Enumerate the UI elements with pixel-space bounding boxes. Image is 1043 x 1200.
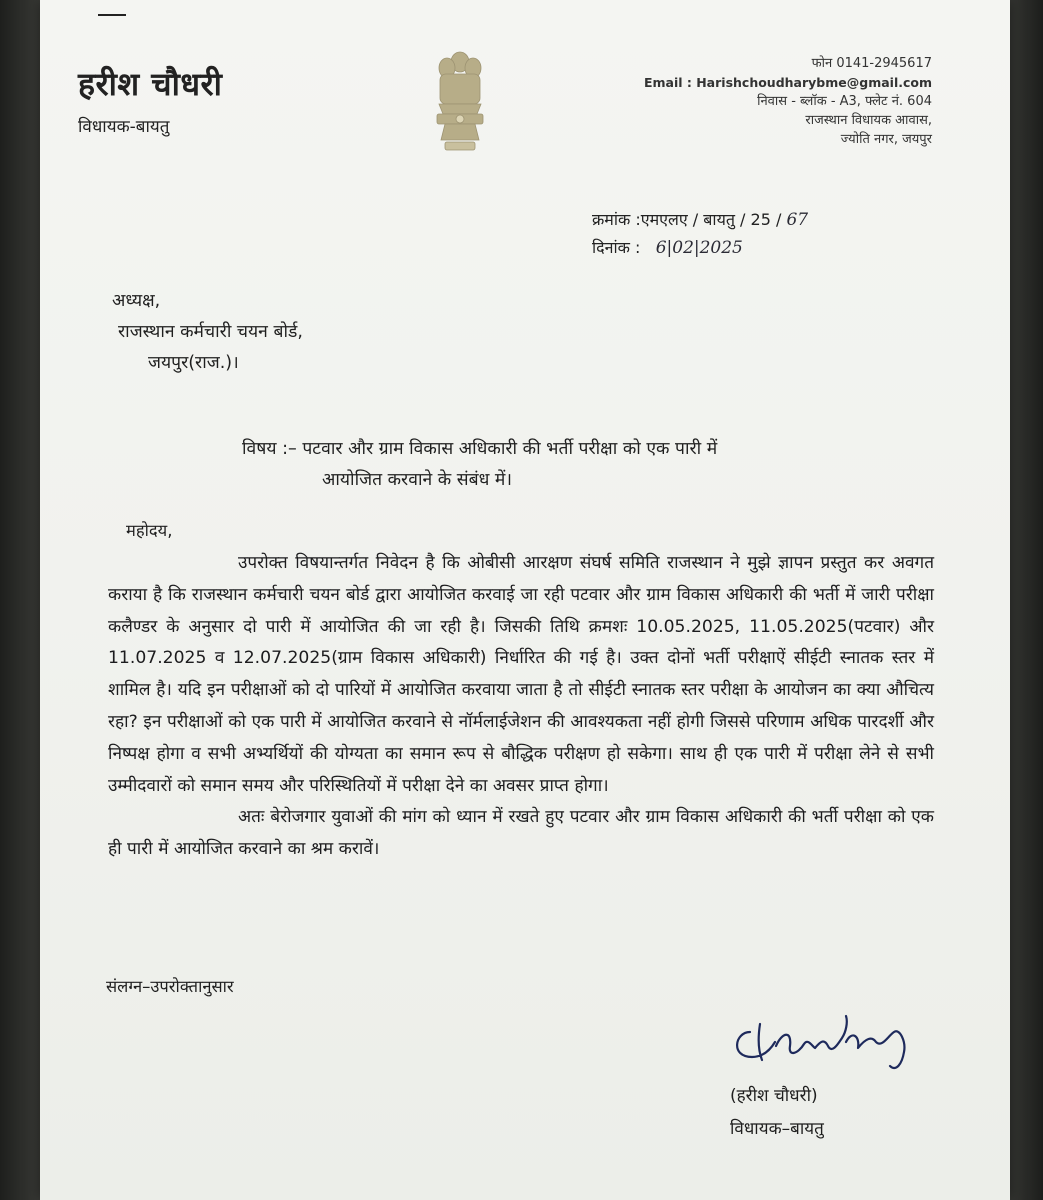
top-rule bbox=[98, 14, 126, 16]
handwritten-signature bbox=[720, 1002, 950, 1072]
body-paragraph-2: अतः बेरोजगार युवाओं की मांग को ध्यान में रखते हुए पटवार और ग्राम विकास अधिकारी की भर्ती परीक्षा को एक ही पारी में आयोजित करवाने का श्रम करावें। bbox=[108, 807, 934, 860]
reference-date bbox=[592, 234, 808, 262]
reference-date-value: 6|02|2025 bbox=[655, 238, 743, 258]
reference-date-label: दिनांक : bbox=[592, 238, 641, 257]
reference-number bbox=[592, 206, 808, 234]
letterhead-designation: विधायक-बायतु bbox=[78, 117, 170, 137]
recipient-line-1: अध्यक्ष, bbox=[112, 291, 161, 311]
signer-name: (हरीश चौधरी) bbox=[730, 1086, 818, 1106]
signer-block bbox=[730, 1080, 824, 1146]
recipient-line-3: जयपुर(राज.)। bbox=[148, 353, 239, 373]
national-emblem-icon bbox=[425, 48, 495, 160]
signer-designation: विधायक–बायतु bbox=[730, 1119, 824, 1139]
subject-block bbox=[242, 434, 907, 496]
phone-number: फोन 0141-2945617 bbox=[811, 56, 932, 71]
subject-line-2: आयोजित करवाने के संबंध में। bbox=[322, 470, 513, 490]
reference-number-value: 67 bbox=[786, 210, 809, 230]
contact-block bbox=[644, 54, 932, 149]
salutation: महोदय, bbox=[126, 521, 173, 540]
body-paragraph-1: उपरोक्त विषयान्तर्गत निवेदन है कि ओबीसी आरक्षण संघर्ष समिति राजस्थान ने मुझे ज्ञापन प्रस्तुत कर अवगत कराया है कि राजस्थान कर्मचारी चयन बोर्ड द्वारा आयोजित करवाई जा रही पटवार और ग्राम विकास अधिकारी की भर्ती में जारी परीक्षा कलैण्डर के अनुसार दो पारी में आयोजित की जा रही है। जिसकी तिथि क्रमशः 10.05.2025, 11.05.2025(पटवार) और 11.07.2025 व 12.07.2025(ग्राम विकास अधिकारी) निर्धारित की गई है। उक्त दोनों भर्ती परीक्षाऐं सीईटी स्नातक स्तर में शामिल है। यदि इन परीक्षाओं को दो पारियों में आयोजित करवाया जाता है तो सीईटी स्नातक स्तर परीक्षा के आयोजन का क्या औचित्य रहा? इन परीक्षाओं को एक पारी में आयोजित करवाने से नॉर्मलाईजेशन की आवश्यकता नहीं होगी जिससे परिणाम अधिक पारदर्शी और निष्पक्ष होगा व सभी अभ्यर्थियों की योग्यता का समान रूप से बौद्धिक परीक्षण हो सकेगा। साथ ही एक पारी में परीक्षा लेने से सभी उम्मीदवारों को समान समय और परिस्थितियों में परीक्षा देने का अवसर प्राप्त होगा। bbox=[108, 553, 934, 796]
reference-block bbox=[592, 206, 808, 262]
reference-number-label: क्रमांक :एमएलए / बायतु / 25 / bbox=[592, 210, 782, 229]
recipient-line-2: राजस्थान कर्मचारी चयन बोर्ड, bbox=[118, 322, 303, 342]
email-address: Email : Harishchoudharybme@gmail.com bbox=[643, 75, 932, 90]
letterhead-name: हरीश चौधरी bbox=[78, 65, 223, 103]
letter-body bbox=[108, 548, 934, 866]
address-line-3: ज्योति नगर, जयपुर bbox=[840, 132, 932, 147]
address-line-1: निवास - ब्लॉक - A3, फ्लेट नं. 604 bbox=[757, 94, 932, 109]
subject-label: विषय :– bbox=[242, 439, 297, 459]
enclosure-note: संलग्न–उपरोक्तानुसार bbox=[106, 977, 234, 996]
address-line-2: राजस्थान विधायक आवास, bbox=[805, 113, 932, 128]
subject-line-1: पटवार और ग्राम विकास अधिकारी की भर्ती परीक्षा को एक पारी में bbox=[302, 439, 718, 459]
letter-sheet bbox=[40, 0, 1010, 1200]
recipient-address bbox=[112, 286, 303, 379]
